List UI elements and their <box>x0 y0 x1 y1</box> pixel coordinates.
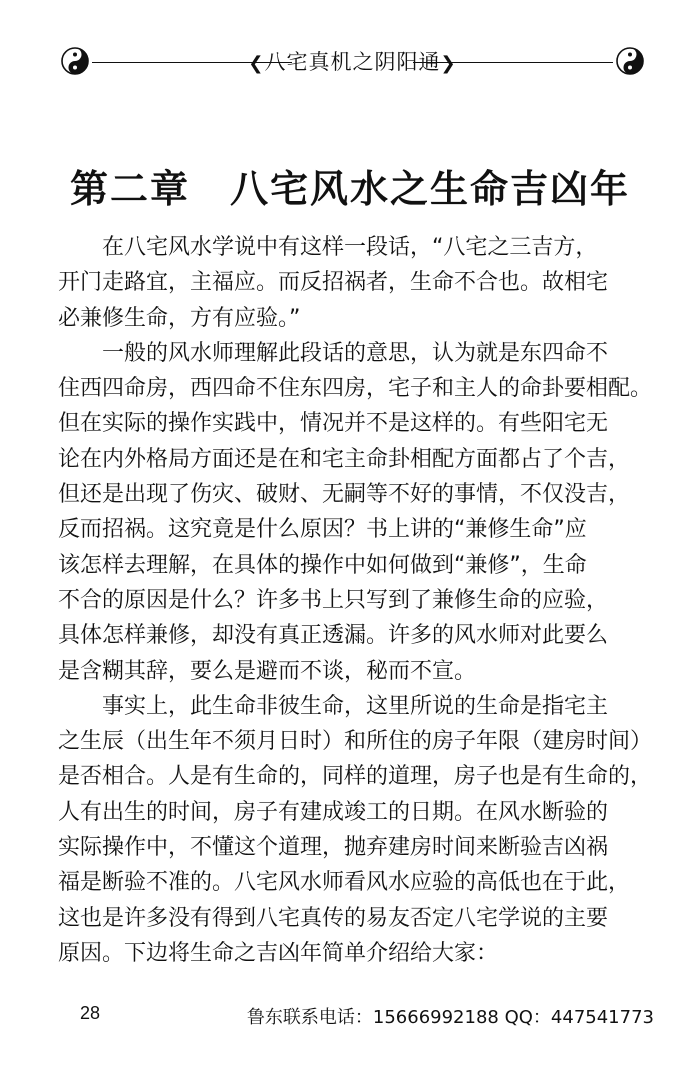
text-line: 实际操作中，不懂这个道理，抛弃建房时间来断验吉凶祸 <box>58 835 609 861</box>
text-line: 之生辰（出生年不须月日时）和所住的房子年限（建房时间） <box>58 729 653 755</box>
text-line: 是含糊其辞，要么是避而不谈，秘而不宣。 <box>58 658 477 684</box>
text-line: 必兼修生命，方有应验。” <box>58 305 301 331</box>
body-text <box>58 230 658 971</box>
text-line: 这也是许多没有得到八宅真传的易友否定八宅学说的主要 <box>58 905 609 931</box>
ornament-left-icon: ❮ <box>248 53 265 74</box>
contact-info: 鲁东联系电话：15666992188 QQ：447541773 <box>246 1007 654 1028</box>
page-number: 28 <box>80 1003 101 1023</box>
text-line: 但在实际的操作实践中，情况并不是这样的。有些阳宅无 <box>58 411 609 437</box>
ornament-right-icon: ❯ <box>440 53 457 74</box>
text-line: 开门走路宜，主福应。而反招祸者，生命不合也。故相宅 <box>58 270 609 296</box>
text-line: 该怎样去理解，在具体的操作中如何做到“兼修”，生命 <box>58 552 587 578</box>
running-header-title <box>60 46 645 76</box>
text-line: 福是断验不准的。八宅风水师看风水应验的高低也在于此， <box>58 870 631 896</box>
header-title-text: 八宅真机之阴阳通 <box>264 50 441 74</box>
text-line: 但还是出现了伤灾、破财、无嗣等不好的事情，不仅没吉， <box>58 482 631 508</box>
text-line: 不合的原因是什么？许多书上只写到了兼修生命的应验， <box>58 587 609 613</box>
text-line: 在八宅风水学说中有这样一段话，“八宅之三吉方， <box>102 235 598 260</box>
text-line: 反而招祸。这究竟是什么原因？书上讲的“兼修生命”应 <box>58 517 587 543</box>
text-line: 事实上，此生命非彼生命，这里所说的生命是指宅主 <box>102 693 609 719</box>
text-line: 具体怎样兼修，却没有真正透漏。许多的风水师对此要么 <box>58 623 609 649</box>
running-header <box>60 38 645 88</box>
text-line: 人有出生的时间，房子有建成竣工的日期。在风水断验的 <box>58 799 609 825</box>
yin-yang-icon <box>615 46 645 76</box>
header-rule-right <box>413 62 613 63</box>
text-line: 一般的风水师理解此段话的意思，认为就是东四命不 <box>102 340 609 366</box>
text-line: 是否相合。人是有生命的，同样的道理，房子也是有生命的， <box>58 764 653 790</box>
text-line: 住西四命房，西四命不住东四房，宅子和主人的命卦要相配。 <box>58 376 653 402</box>
text-line: 论在内外格局方面还是在和宅主命卦相配方面都占了个吉， <box>58 446 631 472</box>
chapter-title: 第二章 八宅风水之生命吉凶年 <box>69 167 630 211</box>
text-line: 原因。下边将生命之吉凶年简单介绍给大家： <box>58 940 499 966</box>
